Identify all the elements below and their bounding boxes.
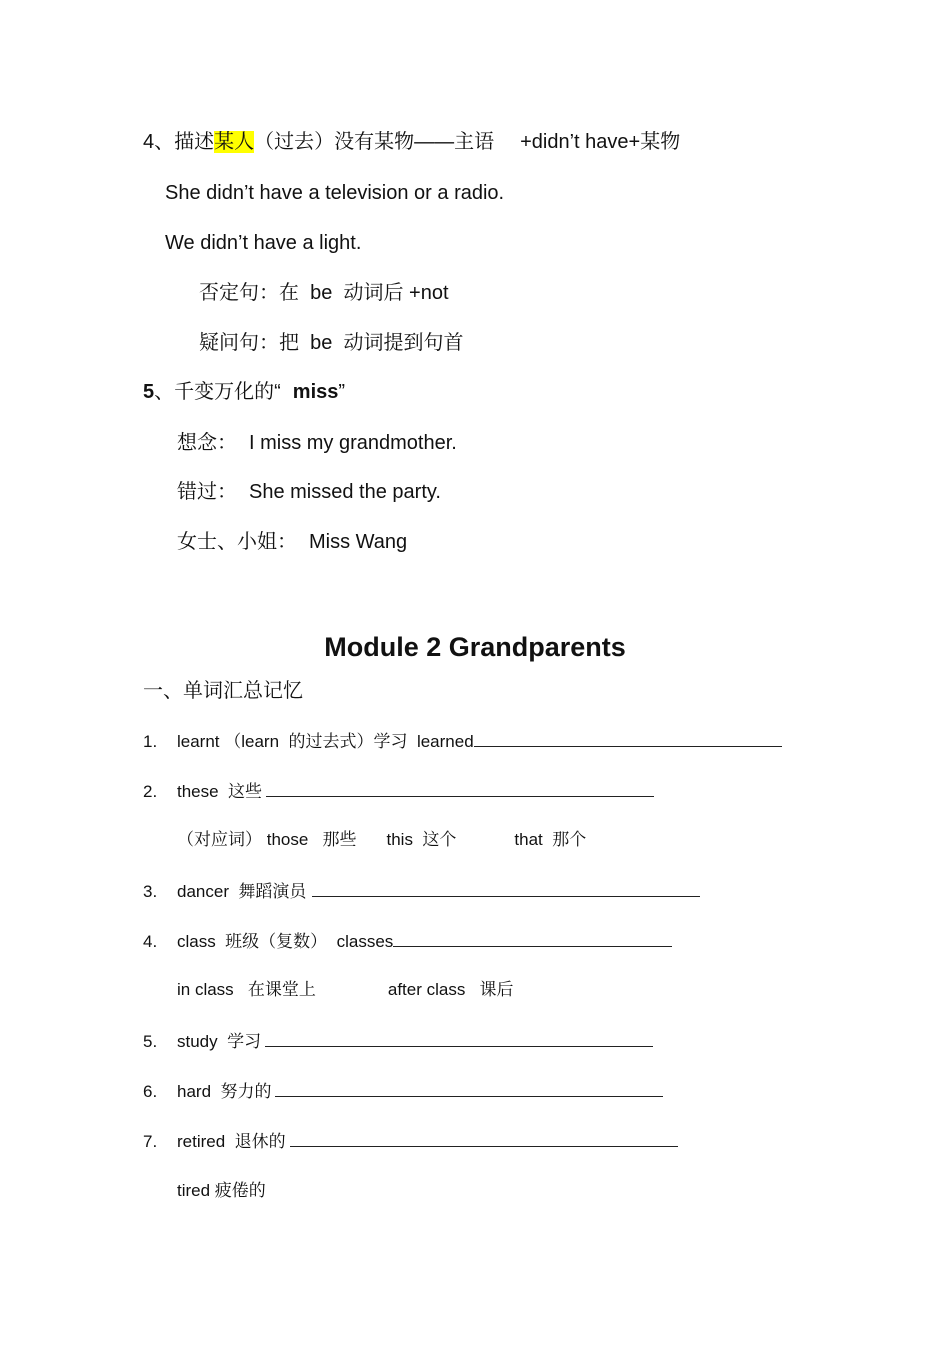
answer-blank: [312, 880, 700, 897]
answer-blank: [290, 1130, 678, 1147]
question-label: 疑问句：: [199, 332, 279, 354]
page-title: Module 2 Grandparents: [324, 632, 626, 662]
section5-heading: [143, 379, 345, 405]
section4-pre: 描述: [174, 131, 215, 153]
section5-title-pre: 、千变万化的“: [154, 381, 281, 403]
meaning-3-label: 女士、小姐：: [177, 531, 297, 553]
item-number: 2.: [143, 782, 158, 801]
related-text-c: that 那个: [514, 830, 587, 849]
meaning-3: [177, 529, 407, 555]
section5-word: miss: [292, 381, 339, 403]
negative-text: 在 be 动词后 +not: [279, 282, 449, 304]
vocab-item-4-related: [177, 979, 514, 1001]
section5-title-post: ”: [338, 381, 346, 403]
section4-example-1: She didn’t have a television or a radio.: [165, 182, 505, 204]
meaning-2-text: She missed the party.: [249, 481, 441, 503]
vocab-heading: 一、单词汇总记忆: [143, 680, 303, 702]
item-text: class 班级（复数） classes: [177, 932, 394, 951]
item-number: 1.: [143, 732, 158, 751]
vocab-item-7-related: tired 疲倦的: [177, 1181, 266, 1200]
related-text: （对应词） those 那些: [177, 830, 357, 849]
item-text: learnt （learn 的过去式）学习 learned: [177, 732, 474, 751]
meaning-2-label: 错过：: [177, 481, 237, 503]
item-text: dancer 舞蹈演员: [177, 882, 307, 901]
question-text: 把 be 动词提到句首: [279, 332, 464, 354]
answer-blank: [393, 930, 672, 947]
vocab-item-2: [143, 780, 654, 803]
answer-blank: [266, 780, 654, 797]
item-number: 5.: [143, 1032, 158, 1051]
vocab-item-5: [143, 1030, 653, 1053]
item-number: 6.: [143, 1082, 158, 1101]
related-text: in class 在课堂上: [177, 980, 316, 999]
related-text-b: this 这个: [386, 830, 457, 849]
vocab-item-3: [143, 880, 700, 903]
answer-blank: [275, 1080, 663, 1097]
item-number: 4.: [143, 932, 158, 951]
section4-number: 4、: [143, 131, 175, 153]
section4-formula: +didn’t have+某物: [520, 131, 681, 153]
vocab-item-2-related: [177, 829, 586, 851]
item-text: study 学习: [177, 1032, 262, 1051]
negative-rule: [199, 280, 449, 306]
answer-blank: [265, 1030, 653, 1047]
meaning-1-label: 想念：: [177, 432, 237, 454]
item-text: hard 努力的: [177, 1082, 272, 1101]
vocab-item-1: [143, 730, 782, 753]
meaning-1: [177, 430, 457, 456]
related-text-b: after class 课后: [387, 980, 514, 999]
vocab-item-7: [143, 1130, 678, 1153]
vocab-item-4: [143, 930, 672, 953]
answer-blank: [474, 730, 782, 747]
meaning-3-text: Miss Wang: [309, 531, 408, 553]
highlighted-text: 某人: [214, 131, 255, 153]
meaning-2: [177, 479, 441, 505]
item-text: these 这些: [177, 782, 263, 801]
negative-label: 否定句：: [199, 282, 279, 304]
meaning-1-text: I miss my grandmother.: [249, 432, 457, 454]
vocab-item-6: [143, 1080, 663, 1103]
question-rule: [199, 330, 463, 356]
item-number: 3.: [143, 882, 158, 901]
section5-number: 5: [143, 381, 155, 403]
section4-example-2: We didn’t have a light.: [165, 232, 362, 254]
item-text: retired 退休的: [177, 1132, 286, 1151]
section4-rest: （过去）没有某物——主语: [254, 131, 495, 153]
section4-heading: [143, 129, 680, 155]
item-number: 7.: [143, 1132, 158, 1151]
